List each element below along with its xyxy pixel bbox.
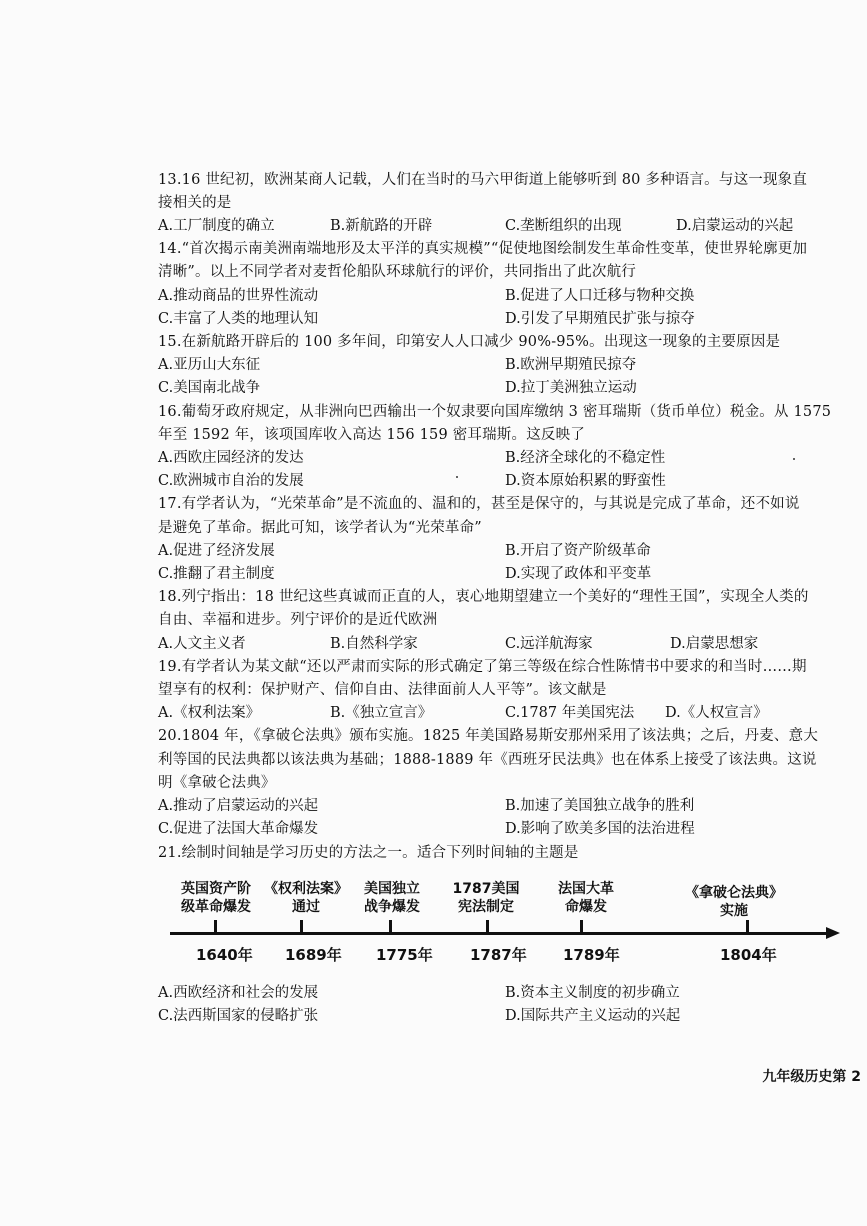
question-14-stem-line-1: 14.“首次揭示南美洲南端地形及太平洋的真实规模”“促使地图绘制发生革命性变革，使世界轮廓更加: [158, 241, 808, 257]
question-17-stem-line-2: 是避免了革命。据此可知，该学者认为“光荣革命”: [158, 520, 482, 536]
question-20-stem-line-1: 20.1804 年，《拿破仑法典》颁布实施。1825 年美国路易斯安那州采用了该法典；之后，丹麦、意大: [158, 728, 819, 744]
question-18-stem-line-2: 自由、幸福和进步。列宁评价的是近代欧洲: [158, 612, 438, 628]
question-18-option-c[interactable]: C.远洋航海家: [505, 636, 593, 652]
timeline-event-4-line-1: 1787美国: [452, 881, 520, 897]
question-15-option-c[interactable]: C.美国南北战争: [158, 380, 261, 396]
question-18-option-a[interactable]: A.人文主义者: [158, 636, 246, 652]
timeline-year-1: 1640年: [196, 946, 253, 964]
question-15-option-a[interactable]: A.亚历山大东征: [158, 357, 261, 373]
question-13-stem-line-1: 13.16 世纪初，欧洲某商人记载，人们在当时的马六甲街道上能够听到 80 多种语言。与这一现象直: [158, 172, 808, 188]
timeline-year-3: 1775年: [376, 946, 433, 964]
timeline-event-4-line-2: 宪法制定: [458, 899, 514, 915]
question-20-stem-line-2: 利等国的民法典都以该法典为基础；1888-1889 年《西班牙民法典》也在体系上接受了该法典。这说: [158, 752, 817, 768]
timeline-tick-2: [300, 920, 303, 934]
question-19-option-c[interactable]: C.1787 年美国宪法: [505, 705, 635, 721]
scan-speck: [456, 476, 458, 478]
question-19-option-a[interactable]: A.《权利法案》: [158, 705, 261, 721]
question-17-option-a[interactable]: A.促进了经济发展: [158, 543, 275, 559]
question-20-option-a[interactable]: A.推动了启蒙运动的兴起: [158, 798, 319, 814]
timeline-axis: [170, 932, 830, 935]
question-14-option-c[interactable]: C.丰富了人类的地理认知: [158, 311, 319, 327]
timeline-tick-1: [214, 920, 217, 934]
question-19-stem-line-2: 望享有的权利：保护财产、信仰自由、法律面前人人平等”。该文献是: [158, 682, 607, 698]
timeline-event-3-line-1: 美国独立: [364, 881, 420, 897]
question-20-option-d[interactable]: D.影响了欧美多国的法治进程: [505, 821, 695, 837]
question-18-stem-line-1: 18.列宁指出：18 世纪这些真诚而正直的人，衷心地期望建立一个美好的“理性王国”，实现全人类的: [158, 589, 809, 605]
question-15-option-b[interactable]: B.欧洲早期殖民掠夺: [505, 357, 637, 373]
timeline-event-5: [550, 880, 622, 916]
timeline-event-3-line-2: 战争爆发: [364, 899, 420, 915]
timeline-event-5-line-2: 命爆发: [565, 899, 607, 915]
timeline-event-5-line-1: 法国大革: [558, 881, 614, 897]
question-17-stem-line-1: 17.有学者认为，“光荣革命”是不流血的、温和的，甚至是保守的，与其说是完成了革命，还不如说: [158, 496, 800, 512]
question-14-option-a[interactable]: A.推动商品的世界性流动: [158, 288, 319, 304]
question-13-option-c[interactable]: C.垄断组织的出现: [505, 218, 622, 234]
question-14-option-d[interactable]: D.引发了早期殖民扩张与掠夺: [505, 311, 695, 327]
question-21-option-d[interactable]: D.国际共产主义运动的兴起: [505, 1008, 681, 1024]
question-16-stem-line-2: 年至 1592 年，该项国库收入高达 156 159 密耳瑞斯。这反映了: [158, 427, 585, 443]
timeline-year-6: 1804年: [720, 946, 777, 964]
timeline-event-2-line-1: 《权利法案》: [264, 881, 348, 897]
question-17-option-d[interactable]: D.实现了政体和平变革: [505, 566, 652, 582]
question-15-option-d[interactable]: D.拉丁美洲独立运动: [505, 380, 637, 396]
question-16-option-b[interactable]: B.经济全球化的不稳定性: [505, 450, 666, 466]
timeline-arrow-icon: [826, 927, 840, 939]
timeline-event-3: [356, 880, 428, 916]
question-16-option-d[interactable]: D.资本原始积累的野蛮性: [505, 473, 666, 489]
timeline-event-1-line-2: 级革命爆发: [181, 899, 251, 915]
question-21-option-c[interactable]: C.法西斯国家的侵略扩张: [158, 1008, 319, 1024]
question-14-option-b[interactable]: B.促进了人口迁移与物种交换: [505, 288, 695, 304]
question-19-stem-line-1: 19.有学者认为某文献“还以严肃而实际的形式确定了第三等级在综合性陈情书中要求的和当时……期: [158, 659, 807, 675]
timeline-tick-6: [746, 920, 749, 934]
timeline-event-1-line-1: 英国资产阶: [181, 881, 251, 897]
timeline-year-2: 1689年: [285, 946, 342, 964]
question-17-option-b[interactable]: B.开启了资产阶级革命: [505, 543, 651, 559]
timeline-event-4: [448, 880, 524, 916]
question-18-option-d[interactable]: D.启蒙思想家: [670, 636, 759, 652]
question-20-option-b[interactable]: B.加速了美国独立战争的胜利: [505, 798, 695, 814]
timeline-year-5: 1789年: [563, 946, 620, 964]
timeline-tick-5: [580, 920, 583, 934]
question-20-option-c[interactable]: C.促进了法国大革命爆发: [158, 821, 319, 837]
question-19-option-b[interactable]: B.《独立宣言》: [330, 705, 433, 721]
timeline-event-6: [678, 884, 790, 920]
question-20-stem-line-3: 明《拿破仑法典》: [158, 775, 276, 791]
question-16-option-a[interactable]: A.西欧庄园经济的发达: [158, 450, 304, 466]
question-13-stem-line-2: 接相关的是: [158, 195, 232, 211]
timeline-tick-4: [486, 920, 489, 934]
question-21-option-b[interactable]: B.资本主义制度的初步确立: [505, 985, 680, 1001]
question-13-option-b[interactable]: B.新航路的开辟: [330, 218, 433, 234]
question-16-option-c[interactable]: C.欧洲城市自治的发展: [158, 473, 304, 489]
question-15-stem-line-1: 15.在新航路开辟后的 100 多年间，印第安人人口减少 90%-95%。出现这一现象的主要原因是: [158, 334, 781, 350]
question-18-option-b[interactable]: B.自然科学家: [330, 636, 418, 652]
timeline-event-6-line-2: 实施: [720, 903, 748, 919]
question-19-option-d[interactable]: D.《人权宣言》: [665, 705, 768, 721]
question-14-stem-line-2: 清晰”。以上不同学者对麦哲伦船队环球航行的评价，共同指出了此次航行: [158, 264, 637, 280]
timeline-year-4: 1787年: [470, 946, 527, 964]
question-13-option-a[interactable]: A.工厂制度的确立: [158, 218, 275, 234]
question-17-option-c[interactable]: C.推翻了君主制度: [158, 566, 275, 582]
page-footer: 九年级历史第 2: [762, 1069, 861, 1085]
timeline-event-1: [174, 880, 258, 916]
question-16-stem-line-1: 16.葡萄牙政府规定，从非洲向巴西输出一个奴隶要向国库缴纳 3 密耳瑞斯（货币单位）税金。从 1575: [158, 404, 832, 420]
question-13-option-d[interactable]: D.启蒙运动的兴起: [676, 218, 794, 234]
question-21-stem-line-1: 21.绘制时间轴是学习历史的方法之一。适合下列时间轴的主题是: [158, 845, 579, 861]
timeline-event-6-line-1: 《拿破仑法典》: [685, 885, 783, 901]
timeline-event-2: [258, 880, 354, 916]
question-21-option-a[interactable]: A.西欧经济和社会的发展: [158, 985, 319, 1001]
timeline-tick-3: [389, 920, 392, 934]
timeline-event-2-line-2: 通过: [292, 899, 320, 915]
scan-speck: [793, 458, 795, 460]
